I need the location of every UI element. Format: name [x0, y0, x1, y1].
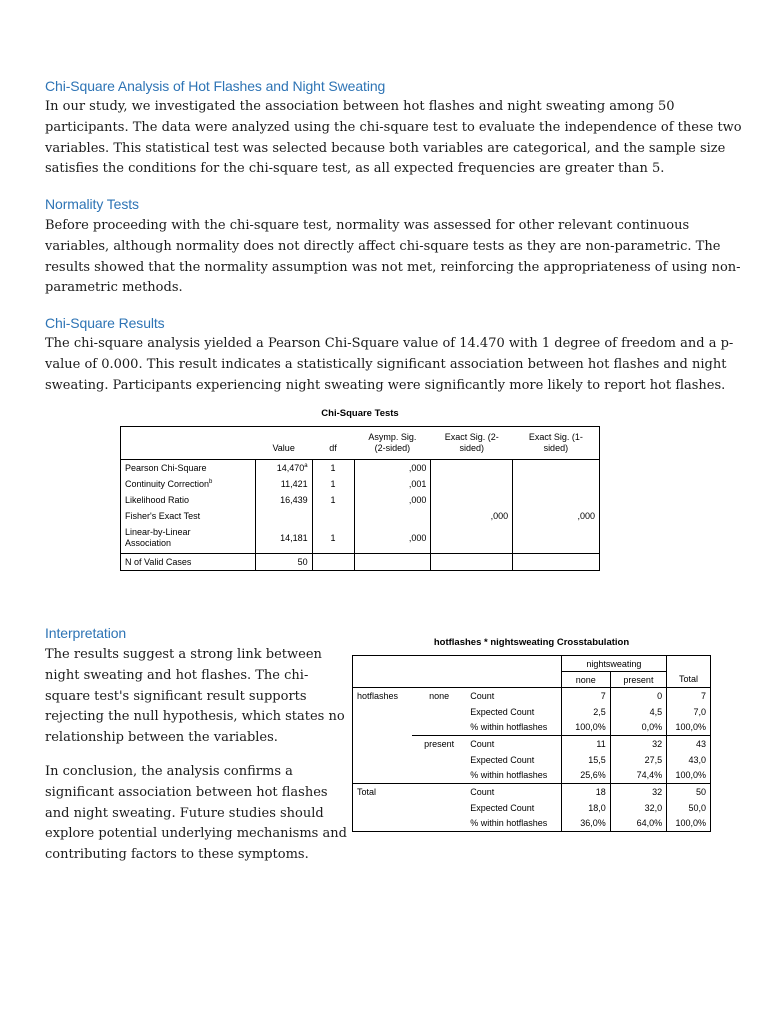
- cell-exact1: [513, 476, 600, 492]
- cell-exact1: ,000: [577, 510, 595, 521]
- cell-asymp: ,001: [354, 476, 431, 492]
- cell: 27,5: [610, 752, 666, 768]
- table-row: [353, 768, 711, 784]
- section-heading-interpretation: Interpretation: [45, 625, 127, 641]
- cell-df: 1: [312, 492, 354, 508]
- header-cell: [513, 427, 600, 460]
- footnote-marker: a: [304, 462, 308, 469]
- text-line: variables, although normality does not directly affect chi-square tests as they are non-parametric. The: [45, 238, 721, 254]
- text-line: parametric methods.: [45, 280, 183, 296]
- cell-exact2: [431, 492, 513, 508]
- header-cell: [354, 427, 431, 460]
- row-group-label: present: [424, 738, 455, 749]
- cell-value: 14,470$^a$: [255, 460, 312, 476]
- cell: 2,5: [561, 704, 610, 720]
- cell: 100,0%: [667, 768, 711, 784]
- text-line: In conclusion, the analysis confirms a: [45, 764, 293, 779]
- header-cell: [412, 656, 466, 672]
- text-line: The chi-square analysis yielded a Pearson Chi-Square value of 14.470 with 1 degree of freedom and a p-: [45, 336, 734, 351]
- cell: 7: [561, 688, 610, 704]
- cell: 18: [561, 784, 610, 800]
- paragraph-interpretation: [45, 645, 345, 749]
- text-line: sweating. Participants experiencing night sweating were significantly more likely to report hot flashes.: [45, 377, 726, 393]
- footnote-marker: b: [209, 478, 213, 485]
- header-cell: [412, 672, 466, 688]
- crosstab-title: hotflashes * nightsweating Crosstabulation: [433, 637, 630, 648]
- header-exact1-line1: Exact Sig. (1-: [528, 432, 583, 442]
- cell-asymp: [354, 508, 431, 524]
- cell: 0,0%: [610, 720, 666, 736]
- cell: 36,0%: [561, 816, 610, 832]
- row-group-label: Total: [357, 786, 377, 797]
- cell: 43,0: [667, 752, 711, 768]
- text-line: Before proceeding with the chi-square test, normality was assessed for other relevant continuous: [45, 218, 690, 233]
- row-var-label: hotflashes: [357, 690, 399, 701]
- cell-value: 14,181: [255, 524, 312, 554]
- table-row: [353, 704, 711, 720]
- stat-label: Expected Count: [470, 706, 535, 717]
- cell-value: 11,421: [255, 476, 312, 492]
- row-label: N of Valid Cases: [121, 554, 256, 571]
- cell: 100,0%: [667, 720, 711, 736]
- cell-asymp: [354, 554, 431, 571]
- table-row: [121, 524, 600, 554]
- section-heading-results: Chi-Square Results: [45, 315, 165, 331]
- header-cell: [353, 656, 412, 672]
- text-line: night sweating and hot flashes. The chi-: [45, 667, 309, 683]
- stat-label: Count: [470, 690, 495, 701]
- paragraph-normality: [45, 216, 741, 299]
- col-header: none: [561, 672, 610, 688]
- cell: 43: [667, 736, 711, 752]
- cell: 100,0%: [561, 720, 610, 736]
- header-cell: [255, 427, 312, 460]
- cell-value: 50: [255, 554, 312, 571]
- cell: 18,0: [561, 800, 610, 816]
- table-header-row: [121, 427, 600, 460]
- paragraph-results: [45, 334, 733, 396]
- header-cell: [312, 427, 354, 460]
- cell: 32: [610, 736, 666, 752]
- header-cell: [466, 672, 561, 688]
- stat-label: % within hotflashes: [466, 768, 561, 784]
- cell: 32: [610, 784, 666, 800]
- text-line: relationship between the variables.: [45, 730, 278, 746]
- stat-label: Count: [470, 786, 495, 797]
- cell: 100,0%: [667, 816, 711, 832]
- cell-exact1: [513, 492, 600, 508]
- cell: 7: [667, 688, 711, 704]
- cell: 0: [610, 688, 666, 704]
- text-line: participants. The data were analyzed using the chi-square test to evaluate the independence of these two: [45, 119, 742, 135]
- cell-value: [255, 508, 312, 524]
- col-header: Total: [667, 672, 711, 688]
- cell-value: 16,439: [255, 492, 312, 508]
- cell: 32,0: [610, 800, 666, 816]
- header-cell: [466, 656, 561, 672]
- crosstab-table: [352, 655, 711, 832]
- text-line: and night sweating. Future studies should: [45, 805, 324, 821]
- chi-square-table: [120, 426, 600, 571]
- table-row: [121, 492, 600, 508]
- cell-df: 1: [312, 476, 354, 492]
- text-line: value of 0.000. This result indicates a statistically significant association between hot flashes and night: [45, 356, 727, 372]
- row-label: Linear-by-Linear Association: [121, 524, 256, 554]
- cell-asymp: ,000: [354, 524, 431, 554]
- stat-label: Count: [470, 738, 495, 749]
- stat-label: Expected Count: [470, 754, 535, 765]
- cell: 11: [561, 736, 610, 752]
- cell-asymp: ,000: [354, 492, 431, 508]
- table-row: [121, 554, 600, 571]
- header-value: Value: [272, 443, 295, 453]
- cell: 15,5: [561, 752, 610, 768]
- text-line: explore potential underlying mechanisms and: [45, 826, 347, 842]
- table-row: [353, 720, 711, 736]
- cell: 7,0: [667, 704, 711, 720]
- table-row: [353, 784, 711, 800]
- stat-label: % within hotflashes: [470, 818, 548, 829]
- table-row: [353, 688, 711, 704]
- stat-label: Expected Count: [470, 802, 535, 813]
- paragraph-analysis: [45, 97, 742, 180]
- header-asymp-line2: (2-sided): [374, 443, 411, 453]
- cell-exact1: [513, 554, 600, 571]
- cell: 25,6%: [561, 768, 610, 784]
- table-row: [121, 460, 600, 476]
- text-line: variables. This statistical test was selected because both variables are categorical, and the sample size: [45, 140, 726, 156]
- cell-df: 1: [312, 460, 354, 476]
- text-line: significant association between hot flashes: [45, 784, 328, 800]
- cell-df: 1: [312, 524, 354, 554]
- row-label: Pearson Chi-Square: [121, 460, 256, 476]
- chi-table-title: Chi-Square Tests: [321, 408, 399, 419]
- cell-exact2: [431, 476, 513, 492]
- cell-df: [312, 554, 354, 571]
- col-group-label: nightsweating: [561, 656, 666, 672]
- table-row: [121, 476, 600, 492]
- header-exact2-line1: Exact Sig. (2-: [444, 432, 499, 442]
- stat-label: % within hotflashes: [466, 720, 561, 736]
- text-line: The results suggest a strong link between: [45, 647, 322, 662]
- text-line: contributing factors to these symptoms.: [45, 847, 309, 863]
- header-exact2-line2: sided): [459, 443, 484, 453]
- cell-exact2: [431, 554, 513, 571]
- table-row: [353, 800, 711, 816]
- cell: 50,0: [667, 800, 711, 816]
- cell-asymp: ,000: [354, 460, 431, 476]
- header-cell: [353, 672, 412, 688]
- cell-exact2: ,000: [431, 508, 513, 524]
- cell-df: [312, 508, 354, 524]
- text-line: In our study, we investigated the association between hot flashes and night sweating among 50: [45, 99, 675, 114]
- col-header: present: [610, 672, 666, 688]
- text-line: satisfies the conditions for the chi-square test, as all expected frequencies are greater than 5.: [45, 161, 665, 177]
- cell: 50: [667, 784, 711, 800]
- text-line: rejecting the null hypothesis, which states no: [45, 709, 345, 725]
- header-asymp-line1: Asymp. Sig.: [368, 432, 417, 442]
- table-header-row: [353, 656, 711, 672]
- header-df: df: [329, 443, 337, 453]
- cell: 64,0%: [610, 816, 666, 832]
- row-group-label: none: [429, 690, 450, 701]
- text-line: square test's significant result supports: [45, 688, 307, 704]
- header-cell: [667, 656, 711, 672]
- row-label: Likelihood Ratio: [121, 492, 256, 508]
- header-cell: [121, 427, 256, 460]
- table-row: [353, 816, 711, 832]
- cell: 4,5: [610, 704, 666, 720]
- cell-exact2: [431, 524, 513, 554]
- text-line: results showed that the normality assumption was not met, reinforcing the appropriateness of using non-: [45, 259, 741, 275]
- section-heading-analysis: Chi-Square Analysis of Hot Flashes and Night Sweating: [45, 78, 386, 94]
- table-header-row: [353, 672, 711, 688]
- table-row: [121, 508, 600, 524]
- table-row: [353, 736, 711, 752]
- section-heading-normality: Normality Tests: [45, 196, 139, 212]
- row-label: Continuity Correction$^b$: [121, 476, 256, 492]
- table-row: [353, 752, 711, 768]
- cell-exact1: [513, 524, 600, 554]
- header-exact1-line2: sided): [543, 443, 569, 453]
- cell-exact1: [513, 460, 600, 476]
- row-label: Fisher's Exact Test: [121, 508, 256, 524]
- cell: 74,4%: [610, 768, 666, 784]
- cell-exact2: [431, 460, 513, 476]
- header-cell: [431, 427, 513, 460]
- paragraph-conclusion: [45, 762, 347, 866]
